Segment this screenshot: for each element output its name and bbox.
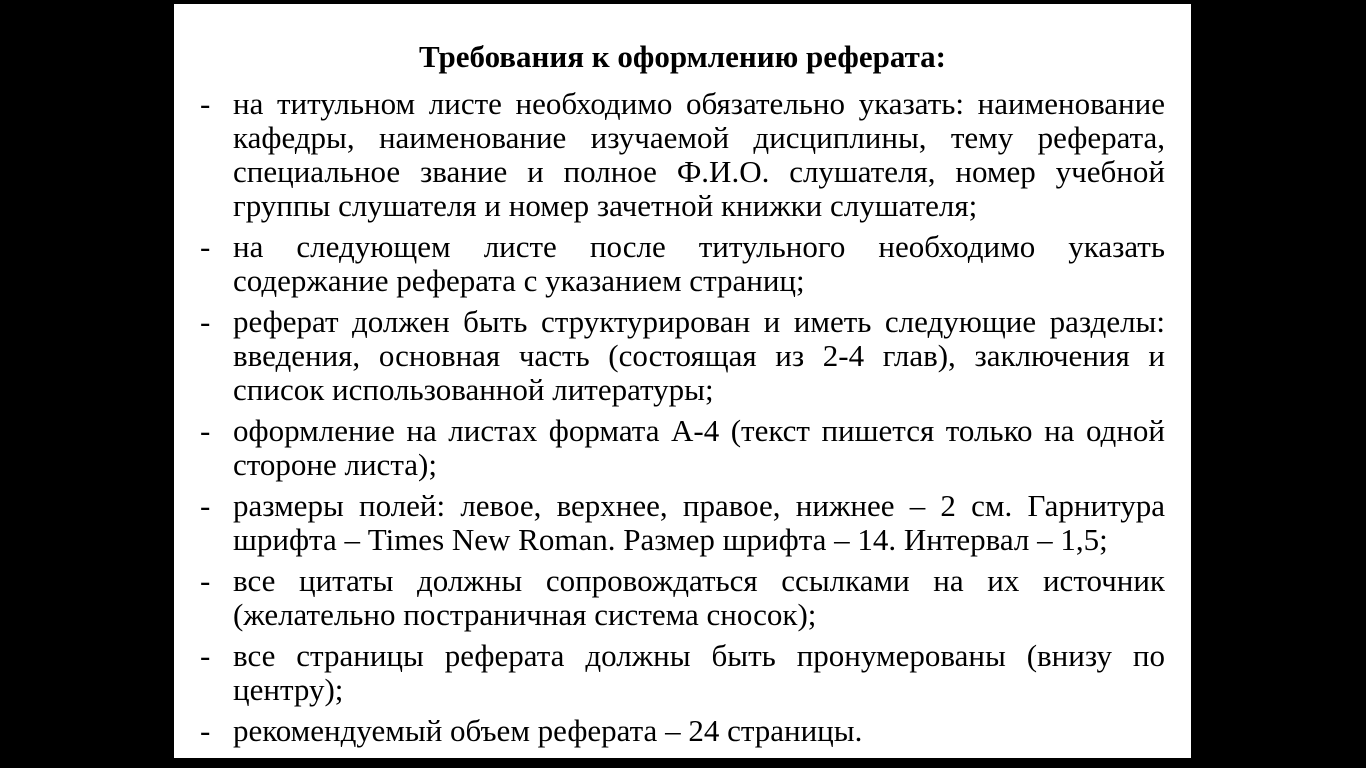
list-item-marker: - xyxy=(200,488,211,523)
list-item-text: реферат должен быть структурирован и иметь следующие разделы: введения, основная часть (состоящая из 2-4 глав), заключения и список использованной литературы; xyxy=(233,304,1165,407)
list-item xyxy=(200,414,1165,482)
list-item-marker: - xyxy=(200,413,211,448)
list-item xyxy=(200,87,1165,223)
list-item-text: на следующем листе после титульного необходимо указать содержание реферата с указанием страниц; xyxy=(233,229,1165,298)
list-item-text: все цитаты должны сопровождаться ссылками на их источник (желательно постраничная система сносок); xyxy=(233,563,1165,632)
page-title: Требования к оформлению реферата: xyxy=(418,39,946,74)
list-item-marker: - xyxy=(200,86,211,121)
list-item-text: все страницы реферата должны быть пронумерованы (внизу по центру); xyxy=(233,638,1165,707)
list-item xyxy=(200,714,1165,748)
list-item xyxy=(200,305,1165,407)
list-item-marker: - xyxy=(200,638,211,673)
list-item-marker: - xyxy=(200,229,211,264)
list-item xyxy=(200,230,1165,298)
document-page xyxy=(174,4,1191,758)
list-item-text: размеры полей: левое, верхнее, правое, нижнее – 2 см. Гарнитура шрифта – Times New Roman. Размер шрифта – 14. Интервал – 1,5; xyxy=(233,488,1165,557)
list-item-marker: - xyxy=(200,713,211,748)
list-item-marker: - xyxy=(200,304,211,339)
list-item xyxy=(200,564,1165,632)
list-item-text: рекомендуемый объем реферата – 24 страницы. xyxy=(233,713,863,748)
list-item-text: на титульном листе необходимо обязательно указать: наименование кафедры, наименование изучаемой дисциплины, тему реферата, специальное звание и полное Ф.И.О. слушателя, номер учебной группы слушателя и номер зачетной книжки слушателя; xyxy=(233,86,1165,223)
list-item xyxy=(200,639,1165,707)
requirements-list xyxy=(200,87,1165,748)
list-item-marker: - xyxy=(200,563,211,598)
list-item xyxy=(200,489,1165,557)
list-item-text: оформление на листах формата А-4 (текст пишется только на одной стороне листа); xyxy=(233,413,1165,482)
